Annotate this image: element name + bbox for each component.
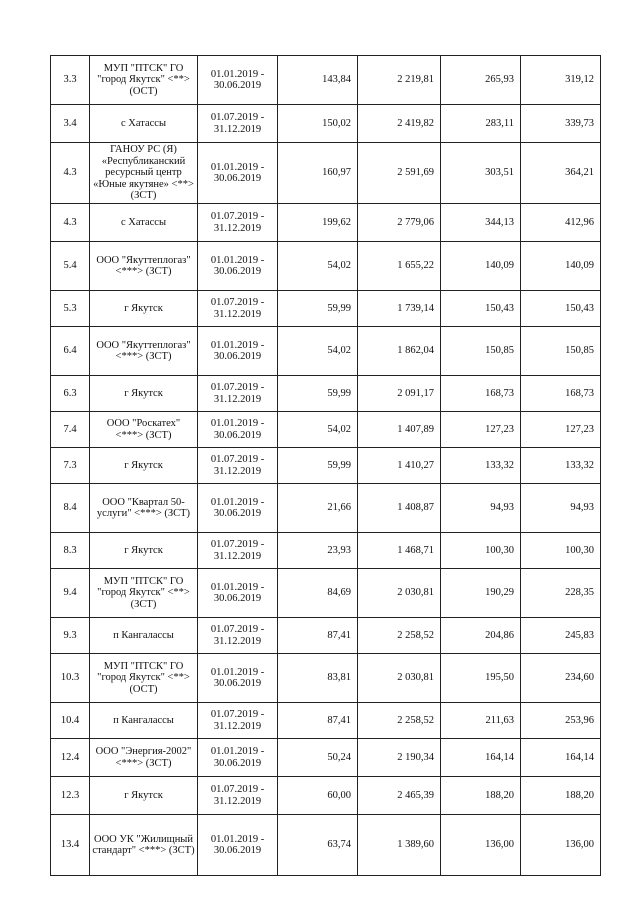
cell-period: 01.01.2019 - 30.06.2019 [198, 484, 278, 533]
cell-organization: г Якутск [90, 533, 198, 569]
cell-value-2: 1 389,60 [358, 815, 441, 876]
cell-value-2: 2 258,52 [358, 618, 441, 654]
cell-value-1: 54,02 [278, 327, 358, 376]
cell-value-2: 1 408,87 [358, 484, 441, 533]
cell-row-number: 9.3 [51, 618, 90, 654]
cell-value-2: 2 190,34 [358, 739, 441, 777]
cell-row-number: 8.3 [51, 533, 90, 569]
table-row [51, 412, 601, 448]
cell-value-1: 59,99 [278, 448, 358, 484]
table-row [51, 484, 601, 533]
cell-value-2: 1 655,22 [358, 242, 441, 291]
table-row [51, 376, 601, 412]
cell-value-2: 2 219,81 [358, 56, 441, 105]
cell-value-3: 211,63 [441, 703, 521, 739]
cell-period: 01.07.2019 - 31.12.2019 [198, 618, 278, 654]
cell-organization: п Кангалассы [90, 703, 198, 739]
cell-value-4: 364,21 [521, 143, 601, 204]
table-row [51, 204, 601, 242]
cell-row-number: 10.3 [51, 654, 90, 703]
cell-value-4: 319,12 [521, 56, 601, 105]
cell-organization: ООО "Квартал 50-услуги" <***> (ЗСТ) [90, 484, 198, 533]
cell-row-number: 6.3 [51, 376, 90, 412]
cell-row-number: 13.4 [51, 815, 90, 876]
cell-period: 01.07.2019 - 31.12.2019 [198, 204, 278, 242]
cell-value-1: 63,74 [278, 815, 358, 876]
cell-period: 01.07.2019 - 31.12.2019 [198, 105, 278, 143]
cell-value-2: 1 410,27 [358, 448, 441, 484]
cell-organization: ООО "Якуттеплогаз" <***> (ЗСТ) [90, 327, 198, 376]
cell-organization: г Якутск [90, 291, 198, 327]
cell-value-3: 94,93 [441, 484, 521, 533]
cell-value-1: 23,93 [278, 533, 358, 569]
cell-row-number: 3.3 [51, 56, 90, 105]
cell-value-1: 54,02 [278, 242, 358, 291]
cell-value-1: 59,99 [278, 291, 358, 327]
table-row [51, 815, 601, 876]
cell-row-number: 7.3 [51, 448, 90, 484]
cell-row-number: 8.4 [51, 484, 90, 533]
cell-value-2: 1 407,89 [358, 412, 441, 448]
table-row [51, 448, 601, 484]
table-row [51, 291, 601, 327]
cell-period: 01.07.2019 - 31.12.2019 [198, 291, 278, 327]
cell-value-4: 228,35 [521, 569, 601, 618]
cell-value-3: 190,29 [441, 569, 521, 618]
cell-value-1: 87,41 [278, 618, 358, 654]
cell-organization: г Якутск [90, 376, 198, 412]
cell-value-3: 150,43 [441, 291, 521, 327]
cell-value-3: 204,86 [441, 618, 521, 654]
table-row [51, 739, 601, 777]
cell-value-2: 2 591,69 [358, 143, 441, 204]
cell-value-1: 50,24 [278, 739, 358, 777]
cell-value-3: 303,51 [441, 143, 521, 204]
cell-organization: ООО УК "Жилищный стандарт" <***> (ЗСТ) [90, 815, 198, 876]
cell-value-2: 2 258,52 [358, 703, 441, 739]
cell-period: 01.01.2019 - 30.06.2019 [198, 569, 278, 618]
cell-organization: с Хатассы [90, 204, 198, 242]
cell-value-4: 339,73 [521, 105, 601, 143]
cell-period: 01.07.2019 - 31.12.2019 [198, 533, 278, 569]
cell-value-3: 150,85 [441, 327, 521, 376]
cell-value-4: 253,96 [521, 703, 601, 739]
cell-period: 01.01.2019 - 30.06.2019 [198, 815, 278, 876]
cell-row-number: 6.4 [51, 327, 90, 376]
cell-value-3: 283,11 [441, 105, 521, 143]
cell-value-1: 83,81 [278, 654, 358, 703]
cell-value-4: 127,23 [521, 412, 601, 448]
cell-value-3: 127,23 [441, 412, 521, 448]
cell-value-4: 168,73 [521, 376, 601, 412]
cell-row-number: 5.4 [51, 242, 90, 291]
cell-organization: п Кангалассы [90, 618, 198, 654]
cell-organization: г Якутск [90, 777, 198, 815]
cell-value-3: 265,93 [441, 56, 521, 105]
cell-row-number: 12.4 [51, 739, 90, 777]
cell-period: 01.07.2019 - 31.12.2019 [198, 703, 278, 739]
cell-period: 01.07.2019 - 31.12.2019 [198, 777, 278, 815]
cell-organization: ГАНОУ РС (Я) «Республиканский ресурсный центр «Юные якутяне» <**> (ЗСТ) [90, 143, 198, 204]
table-row [51, 242, 601, 291]
cell-row-number: 4.3 [51, 204, 90, 242]
cell-period: 01.01.2019 - 30.06.2019 [198, 412, 278, 448]
cell-row-number: 12.3 [51, 777, 90, 815]
cell-row-number: 4.3 [51, 143, 90, 204]
cell-value-3: 100,30 [441, 533, 521, 569]
cell-value-1: 143,84 [278, 56, 358, 105]
cell-value-4: 94,93 [521, 484, 601, 533]
cell-organization: ООО "Энергия-2002" <***> (ЗСТ) [90, 739, 198, 777]
cell-organization: МУП "ПТСК" ГО "город Якутск" <**> (ОСТ) [90, 654, 198, 703]
cell-value-3: 133,32 [441, 448, 521, 484]
cell-value-1: 60,00 [278, 777, 358, 815]
cell-value-3: 344,13 [441, 204, 521, 242]
cell-value-2: 2 030,81 [358, 569, 441, 618]
table-row [51, 56, 601, 105]
cell-value-2: 1 739,14 [358, 291, 441, 327]
cell-value-4: 150,43 [521, 291, 601, 327]
cell-period: 01.01.2019 - 30.06.2019 [198, 242, 278, 291]
cell-value-4: 188,20 [521, 777, 601, 815]
cell-organization: ООО "Роскатех" <***> (ЗСТ) [90, 412, 198, 448]
cell-value-4: 100,30 [521, 533, 601, 569]
cell-period: 01.01.2019 - 30.06.2019 [198, 56, 278, 105]
table-row [51, 569, 601, 618]
table-row [51, 703, 601, 739]
cell-period: 01.01.2019 - 30.06.2019 [198, 654, 278, 703]
cell-value-1: 87,41 [278, 703, 358, 739]
cell-value-3: 168,73 [441, 376, 521, 412]
cell-row-number: 7.4 [51, 412, 90, 448]
cell-value-3: 188,20 [441, 777, 521, 815]
cell-value-1: 59,99 [278, 376, 358, 412]
cell-value-4: 150,85 [521, 327, 601, 376]
cell-value-4: 140,09 [521, 242, 601, 291]
cell-value-2: 2 465,39 [358, 777, 441, 815]
cell-organization: с Хатассы [90, 105, 198, 143]
cell-period: 01.01.2019 - 30.06.2019 [198, 143, 278, 204]
cell-value-4: 164,14 [521, 739, 601, 777]
cell-value-3: 136,00 [441, 815, 521, 876]
cell-row-number: 10.4 [51, 703, 90, 739]
cell-value-2: 2 419,82 [358, 105, 441, 143]
table-row [51, 533, 601, 569]
cell-value-3: 140,09 [441, 242, 521, 291]
cell-organization: ООО "Якуттеплогаз" <***> (ЗСТ) [90, 242, 198, 291]
cell-value-4: 245,83 [521, 618, 601, 654]
cell-value-2: 1 862,04 [358, 327, 441, 376]
cell-organization: МУП "ПТСК" ГО "город Якутск" <**> (ОСТ) [90, 56, 198, 105]
cell-value-2: 1 468,71 [358, 533, 441, 569]
cell-value-1: 160,97 [278, 143, 358, 204]
cell-value-2: 2 091,17 [358, 376, 441, 412]
table-row [51, 105, 601, 143]
cell-organization: МУП "ПТСК" ГО "город Якутск" <**> (ЗСТ) [90, 569, 198, 618]
tariff-table [50, 55, 601, 876]
cell-value-2: 2 779,06 [358, 204, 441, 242]
cell-value-1: 84,69 [278, 569, 358, 618]
cell-value-1: 199,62 [278, 204, 358, 242]
table-row [51, 327, 601, 376]
cell-value-2: 2 030,81 [358, 654, 441, 703]
cell-period: 01.07.2019 - 31.12.2019 [198, 376, 278, 412]
table-row [51, 777, 601, 815]
cell-value-4: 412,96 [521, 204, 601, 242]
cell-value-3: 195,50 [441, 654, 521, 703]
cell-row-number: 9.4 [51, 569, 90, 618]
cell-value-1: 150,02 [278, 105, 358, 143]
cell-value-1: 54,02 [278, 412, 358, 448]
cell-period: 01.01.2019 - 30.06.2019 [198, 739, 278, 777]
cell-value-3: 164,14 [441, 739, 521, 777]
cell-row-number: 5.3 [51, 291, 90, 327]
cell-value-1: 21,66 [278, 484, 358, 533]
cell-period: 01.01.2019 - 30.06.2019 [198, 327, 278, 376]
table-row [51, 654, 601, 703]
tariff-table-body [51, 56, 601, 876]
cell-value-4: 133,32 [521, 448, 601, 484]
cell-organization: г Якутск [90, 448, 198, 484]
cell-row-number: 3.4 [51, 105, 90, 143]
cell-value-4: 234,60 [521, 654, 601, 703]
table-row [51, 618, 601, 654]
cell-value-4: 136,00 [521, 815, 601, 876]
cell-period: 01.07.2019 - 31.12.2019 [198, 448, 278, 484]
table-row [51, 143, 601, 204]
